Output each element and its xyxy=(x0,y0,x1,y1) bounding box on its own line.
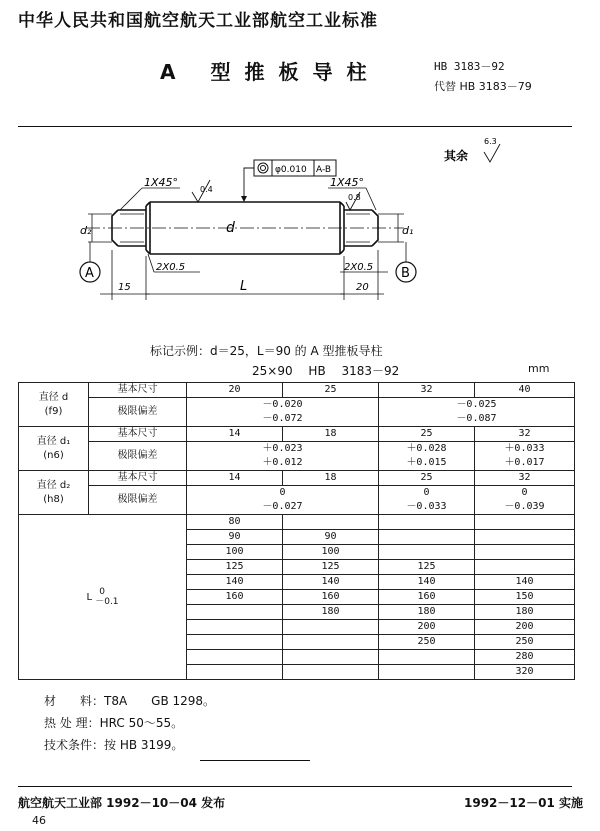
footer-rule xyxy=(18,786,572,787)
table-cell xyxy=(283,620,379,635)
table-cell: ＋0.023 ＋0.012 xyxy=(187,442,379,471)
note-material: 材 料：T8A GB 1298。 xyxy=(44,694,216,708)
table-cell: 32 xyxy=(475,427,575,442)
table-row xyxy=(19,515,575,530)
table-cell xyxy=(379,530,475,545)
table-cell: 14 xyxy=(187,427,283,442)
marking-example-standard: HB 3183－92 xyxy=(308,364,400,378)
d2-row-header: 直径 d₂ (h8) xyxy=(19,471,89,515)
table-cell: 125 xyxy=(187,560,283,575)
table-cell xyxy=(379,665,475,680)
table-cell: 280 xyxy=(475,650,575,665)
datum-b-label: B xyxy=(401,266,410,281)
table-cell xyxy=(187,665,283,680)
table-cell: 180 xyxy=(283,605,379,620)
tolerance-datum: A-B xyxy=(316,165,332,175)
length-tol-lower: －0.1 xyxy=(95,597,119,607)
table-row xyxy=(19,471,575,486)
table-cell xyxy=(475,560,575,575)
dim-d1-label: d₁ xyxy=(402,224,414,237)
table-row xyxy=(19,383,575,398)
d-row-header: 直径 d (f9) xyxy=(19,383,89,427)
dimension-table xyxy=(18,382,575,680)
tolerance-value: φ0.010 xyxy=(275,165,307,175)
table-cell: 25 xyxy=(379,427,475,442)
table-cell: 140 xyxy=(379,575,475,590)
dim-d-label: d xyxy=(226,220,235,236)
guide-pillar-drawing xyxy=(0,130,600,335)
table-cell: 100 xyxy=(283,545,379,560)
table-cell: 0 －0.027 xyxy=(187,486,379,515)
note-tech-conditions: 技术条件：按 HB 3199。 xyxy=(44,738,184,752)
table-cell: 200 xyxy=(379,620,475,635)
table-cell: 200 xyxy=(475,620,575,635)
table-cell: ＋0.028 ＋0.015 xyxy=(379,442,475,471)
table-cell xyxy=(283,515,379,530)
roughness-left-value: 0.4 xyxy=(200,185,213,194)
table-cell xyxy=(379,650,475,665)
table-cell: 160 xyxy=(283,590,379,605)
table-cell: 14 xyxy=(187,471,283,486)
dim-right-length: 20 xyxy=(356,282,369,293)
table-cell: 250 xyxy=(379,635,475,650)
table-cell: 32 xyxy=(475,471,575,486)
table-cell: 90 xyxy=(187,530,283,545)
deviation-label: 极限偏差 xyxy=(89,486,187,515)
table-cell: 32 xyxy=(379,383,475,398)
standard-number: HB 3183－92 xyxy=(434,60,505,73)
table-cell: －0.020 －0.072 xyxy=(187,398,379,427)
table-cell: 180 xyxy=(379,605,475,620)
runout-circle-icon xyxy=(258,163,268,173)
table-cell: －0.025 －0.087 xyxy=(379,398,575,427)
table-cell: 320 xyxy=(475,665,575,680)
table-row xyxy=(19,427,575,442)
table-cell xyxy=(475,530,575,545)
geometric-tolerance-frame xyxy=(241,160,336,202)
datum-a-label: A xyxy=(85,266,94,281)
table-cell xyxy=(379,515,475,530)
groove-left-label: 2X0.5 xyxy=(156,262,186,273)
base-size-label: 基本尺寸 xyxy=(89,427,187,442)
header-rule xyxy=(18,126,572,127)
chamfer-left-label: 1X45° xyxy=(144,176,179,189)
marking-example-size: 25×90 xyxy=(252,364,293,378)
table-cell: 140 xyxy=(283,575,379,590)
table-cell xyxy=(187,650,283,665)
table-cell xyxy=(187,605,283,620)
deviation-label: 极限偏差 xyxy=(89,398,187,427)
roughness-right-value: 0.8 xyxy=(348,193,361,202)
table-cell: 150 xyxy=(475,590,575,605)
table-cell: 160 xyxy=(187,590,283,605)
table-cell: 80 xyxy=(187,515,283,530)
dim-left-length: 15 xyxy=(118,282,131,293)
deviation-label: 极限偏差 xyxy=(89,442,187,471)
document-title: A 型推板导柱 xyxy=(160,60,381,84)
table-cell xyxy=(283,650,379,665)
table-cell: ＋0.033 ＋0.017 xyxy=(475,442,575,471)
table-cell: 0 －0.039 xyxy=(475,486,575,515)
table-cell: 140 xyxy=(187,575,283,590)
table-cell: 250 xyxy=(475,635,575,650)
table-cell: 0 －0.033 xyxy=(379,486,475,515)
page-number: 46 xyxy=(32,814,46,827)
table-cell: 25 xyxy=(379,471,475,486)
table-cell xyxy=(283,635,379,650)
length-row-header: L 0 －0.1 xyxy=(19,515,187,680)
table-cell: 125 xyxy=(379,560,475,575)
table-cell: 140 xyxy=(475,575,575,590)
table-cell: 40 xyxy=(475,383,575,398)
publish-date: 航空航天工业部 1992－10－04 发布 xyxy=(18,796,226,810)
chamfer-right-label: 1X45° xyxy=(330,176,365,189)
base-size-label: 基本尺寸 xyxy=(89,383,187,398)
table-cell xyxy=(379,545,475,560)
dim-L-label: L xyxy=(240,279,248,294)
implement-date: 1992－12－01 实施 xyxy=(464,796,583,810)
dim-d2-label: d₂ xyxy=(80,224,92,237)
end-rule xyxy=(200,760,310,761)
rest-roughness-label: 其余 xyxy=(444,149,469,163)
groove-right-label: 2X0.5 xyxy=(344,262,374,273)
table-cell xyxy=(283,665,379,680)
table-cell xyxy=(475,515,575,530)
length-tol-upper: 0 xyxy=(99,587,105,597)
marking-example-line1: 标记示例：d＝25，L＝90 的 A 型推板导柱 xyxy=(150,344,383,358)
table-cell xyxy=(187,635,283,650)
replaces-standard: 代替 HB 3183－79 xyxy=(434,80,532,93)
issuing-organization: 中华人民共和国航空航天工业部航空工业标准 xyxy=(18,11,378,31)
table-cell: 180 xyxy=(475,605,575,620)
note-heat-treatment: 热 处 理：HRC 50～55。 xyxy=(44,716,184,730)
table-cell: 20 xyxy=(187,383,283,398)
table-cell xyxy=(187,620,283,635)
table-cell: 25 xyxy=(283,383,379,398)
table-cell: 18 xyxy=(283,427,379,442)
unit-label: mm xyxy=(528,362,550,375)
table-cell: 18 xyxy=(283,471,379,486)
table-cell: 125 xyxy=(283,560,379,575)
rest-roughness-value: 6.3 xyxy=(484,137,497,146)
table-cell: 160 xyxy=(379,590,475,605)
table-cell: 90 xyxy=(283,530,379,545)
d1-row-header: 直径 d₁ (n6) xyxy=(19,427,89,471)
roughness-rest-icon xyxy=(484,144,500,162)
table-cell: 100 xyxy=(187,545,283,560)
table-cell xyxy=(475,545,575,560)
base-size-label: 基本尺寸 xyxy=(89,471,187,486)
marking-example-line2 xyxy=(252,362,399,379)
